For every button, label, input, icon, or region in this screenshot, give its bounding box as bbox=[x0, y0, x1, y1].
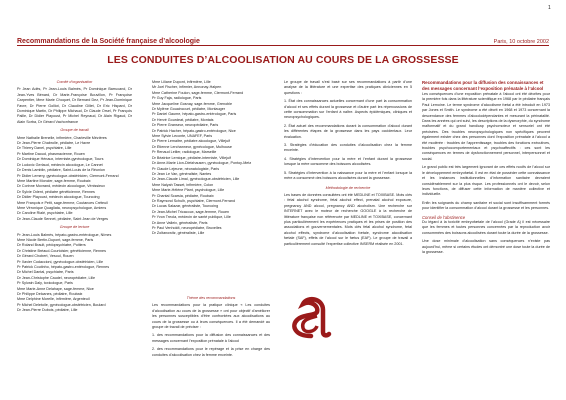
paragraph: 3. Stratégies d’éducation des conduites d’alcoolisation chez la femme enceinte. bbox=[284, 143, 412, 153]
paragraph: Enfin les soignants du champ sanitaire et social sont insuffisamment formés pour identifier la consommation d’alcool durant la grossesse et les personnes. bbox=[422, 200, 550, 211]
paragraph: Du légard à la toxicité embryofœtale de l’alcool (Grade A) il est nécessaire que les femmes et toutes personnes concernées par la reproduction avoir consommées des boissons alcoolisées durant toute la durée de la grossesse. bbox=[422, 219, 550, 235]
member-entry: Dr Raymond Schulh, psychiatre, Clermont-Ferrand bbox=[152, 198, 235, 203]
member-entry: Dr Zoltanowitz, généraliste, Lille bbox=[152, 231, 205, 236]
member-entry: Dr Étienne Lerchanneur, gynécologue, Mulhouse bbox=[152, 144, 232, 149]
theme-text bbox=[152, 303, 270, 358]
member-entry: Dr Béatrice Lemique, pédiatre-interniste, Villejuif bbox=[152, 155, 231, 160]
member-entry: Dr Jean-Claude Limal, gynécologue-obstétricien, Lille bbox=[152, 177, 240, 182]
member-entry: Dr Pierre Lemaitre, pédiatre alcoologue, Villejuif bbox=[152, 139, 231, 144]
member-entry: Dr Sylvie Odent, pédiatre généticienne, Rennes bbox=[17, 189, 95, 194]
member-entry: Mme Marie-Anne Delahaye, sage-femme, Nice bbox=[17, 286, 94, 291]
member-entry: Pr Renaud Leilier, radiologue, Marseille bbox=[152, 150, 217, 155]
paragraph: Les conséquences d’une exposition prénatale à l’alcool ont été décrites pour la première fois dans la littérature scientifique en 1968 par le pédiatre français Paul Lemoine. Le terme syndrome d’alcoolisme fœtal a été introduit en 1973 par Jones et Smith. Le syndrome a été décrit en 1968 et 1973 concernant la descendance des femmes d’alcoolodépendantes et mesurant la périnatalité. Dans les années qui ont suivi, les descriptions de la dysmorphie, du syndrome malformatif et du grand handicap psychomoteur et sensoriel ont été précisées. Des troubles neuropsychologiques non spécifiques peuvent également exister chez des personnes dont l’exposition prénatale à l’alcool a été modérée : troubles de l’apprentissage, troubles des fonctions exécutives, troubles psychocomportementaux et psychoaffectifs : ces sont les conséquences en termes de dysfonctionnement personnel, interpersonnel et social. bbox=[422, 92, 550, 161]
paragraph: 4. Stratégies d’intervention pour la mère et l’enfant durant la grossesse lorsque la mère consomme des boissons alcoolisées. bbox=[284, 156, 412, 167]
member-entry: Dr Anne-Marie Lion-Dietzhausen, gynécologue, Pontoy-Metz bbox=[152, 161, 252, 166]
member-entry: Pr Didier Lemery, gynécologue-obstétricien, Clermont-Ferrand bbox=[17, 173, 119, 178]
header-date: Paris, 10 octobre 2002 bbox=[493, 39, 549, 45]
paragraph: 2. des recommandations pour le repérage et la prise en charge des conduites d’alcoolisation chez la femme enceinte. bbox=[152, 347, 270, 357]
member-entry: Dr Jean-Pierre Dubois, pédiatre, Lille bbox=[17, 308, 78, 313]
member-entry: Pr Claude Lejeune, néonatologiste, Paris bbox=[152, 166, 220, 171]
paragraph: Une dose minimale d’alcoolisation sans conséquences n’existe pas aujourd’hui, même si certains études ont démontré une dose toute la durée de la grossesse. bbox=[422, 239, 550, 254]
member-entry: Pr Sylvain Daly, toxicologue, Paris bbox=[17, 281, 73, 286]
member-entry: Dr Jean-Christophe Caudel, neuropédiatre, Lille bbox=[17, 275, 96, 280]
member-entry: Pr Yvon Treola, médecin de santé publique, Lille bbox=[152, 215, 231, 220]
member-entry: Dr Mylène Gouaincourt, pédiatre, Montauger bbox=[152, 107, 225, 112]
theme-section bbox=[152, 296, 270, 361]
member-entry: Dr Pierre Granseur, neuropédiatre, Paris bbox=[152, 123, 219, 128]
organisation-heading: Comité d’organisation bbox=[56, 80, 93, 84]
questions-list bbox=[284, 80, 412, 182]
paragraph: 1. État des connaissances actuelles concernant d’une part la consommation d’alcool et ses effets durant la grossesse et d’autre part les répercussions de cette consommation sur l’enfant à naître. Aspects épidémiques, cliniques et neuropsychologiques. bbox=[284, 99, 412, 120]
member-entry: Dr Thierry Danel, psychiatre, Lille bbox=[17, 146, 72, 151]
column-committees bbox=[17, 80, 132, 314]
member-entry: Dr Jean-Pierre Chabrolle, pédiatre, Le Havre bbox=[17, 141, 91, 146]
member-entry: Pr Michel Deletoile, gynécologue-obstétricien, Boulard bbox=[17, 302, 106, 307]
member-entry: Dr Jean-Michel Tricacoux, sage-femme, Rouen bbox=[152, 209, 230, 214]
travail-heading: Groupe de travail bbox=[60, 128, 89, 133]
member-entry: Dr Caroline Rialé, psychiatre, Lille bbox=[17, 211, 73, 216]
member-entry: Dr Ludovic Gerlaud, médecin alcoologue, Le Cannet bbox=[17, 162, 103, 167]
recommendations-heading: Recommandations pour la diffusion des connaissances et des messages concernant l’exposition prénatale à l’alcool bbox=[422, 80, 544, 91]
paragraph: Le groupe de travail s’est basé sur ses recommandations à partir d’une analyse de la littérature et une expertise des pratiques cliniciennes en 5 questions : bbox=[284, 80, 412, 95]
member-entry: Dr Dominique Hénaux, interniste-gynécologue, Tours bbox=[17, 157, 104, 162]
lecture-heading: Groupe de lecture bbox=[59, 225, 90, 230]
member-entry: Mme Véronique Quagliata, neuropsychologue, Amiens bbox=[17, 205, 107, 210]
lecture-list-continued bbox=[152, 80, 270, 237]
member-entry: Mme Catherine Foulon, sage-femme, Clermont-Ferrand bbox=[152, 90, 244, 95]
member-entry: Pr Guy Faja, radiologue, Paris bbox=[152, 96, 202, 101]
member-entry: Mme Nathalie Brenelle, infirmière, Charleville Mézières bbox=[17, 135, 107, 140]
member-entry: Pr Patrick Coutinho, hépato-gastro-entérologue, Rennes bbox=[17, 265, 110, 269]
member-entry: Mme Marie-Hélène Plant, psychologue, Lille bbox=[152, 188, 225, 193]
paragraph: 5. Stratégies d’intervention à la naissance pour la mère et l’enfant lorsque la mère a consommé des boissons alcoolisées durant la grossesse. bbox=[284, 170, 412, 181]
member-entry: Pr Xavier Codaccioni, gynécologue-obstétricien, Lille bbox=[17, 259, 104, 264]
member-entry: Pr Martine Daoud, phasmacienne, Rouen bbox=[17, 151, 85, 156]
member-entry: Dr Hervé Gourdeat, pédiatre, Montais bbox=[152, 117, 214, 122]
recommendations-text bbox=[422, 92, 550, 212]
member-entry: Mme Nalyah Tasset, infirmière, Colon bbox=[152, 182, 214, 187]
conseil-text bbox=[422, 220, 550, 255]
sfa-logo bbox=[281, 292, 335, 340]
lecture-list bbox=[17, 233, 132, 314]
page-number: 1 bbox=[548, 5, 551, 11]
member-entry: Dr Michel Dantal, psychiatre, Paris bbox=[17, 270, 74, 275]
theme-heading: Thème des recommandations bbox=[186, 296, 236, 300]
member-entry: Dr Denis Lamblin, pédiatre, Saint-Louis de la Réunion bbox=[17, 168, 105, 173]
paragraph: Les recommandations pour la pratique clinique « Les conduites d’alcoolisation au cours de la grossesse » ont pour objectif d’améliorer les personnes susceptibles d’être confrontées aux alcoolisations au cours de la grossesse ou à leurs conséquences. Il a été demandé au groupe de travail de préciser : bbox=[152, 303, 270, 330]
member-entry: Dr Christine Bréaud-Courtoisier, généticienne, Rennes bbox=[17, 248, 106, 253]
member-entry: Dr Didier Playoust, médecin alcoologue, Tourcoing bbox=[17, 195, 100, 200]
member-entry: Mme Nicole Bertin-Dupont, sage-femme, Paris bbox=[17, 237, 94, 242]
member-entry: Dr Roland Brault, pédopsychiatre, Poitiers bbox=[17, 243, 86, 248]
member-entry: Mme François e Petit, sage-femme, Coutances Créteuil bbox=[17, 200, 108, 205]
paragraph: 2. État actuel des recommandations durant la consommation d’alcool durant les différentes étapes de la grossesse dans les pays occidentaux. Leur évaluation. bbox=[284, 123, 412, 139]
page-header bbox=[17, 37, 549, 46]
member-entry: Dr Patrick Hacher, hépato-gastro-entérologue, Nice bbox=[152, 128, 236, 133]
member-entry: Dr Gérard Chobert, Vesoul, Rouen bbox=[17, 254, 74, 259]
member-entry: Pr Paul Venholdt, neuropédiatre, Bruxelles bbox=[152, 225, 222, 230]
column-recommendations bbox=[422, 80, 550, 258]
member-entry: Mme Delphine Morelle, infirmière, Argenteuil bbox=[17, 297, 90, 302]
method-text: Les bases de données consultées ont été MEDLINE et TOXIBASE. Mots clés : fetal alcohol syndrome, fetal alcohol effect, prenatal alcohol exposure, pregnancy AND alcool, pregnancy AND alcoholism. Une recherche sur INTERNET avec le moteur de recherche GOOGLE à la recherche de littérature française non référencée par MEDLINE et TOXIBASE, concernant plus particulièrement les expériences pratiques et les prises de position des associations et gouvernementales. Mots clés fetal alcohol syndrome, fetal alcohol effects, syndrome d’alcoolisation fœtale, syndrome alcoolisation fœtale (SAF), effets de l’alcool sur le fœtus (EAF). Le groupe de travail a particulièrement consulté l’expertise collective INSERM réalisée en 2001. bbox=[284, 192, 412, 246]
member-entry: Dr Jean Le Van, généraliste, Nantes bbox=[152, 171, 212, 176]
member-entry: Pr Jean-Louis Balmès, hépato-gastro-entérologue, Nîmes bbox=[17, 232, 112, 237]
member-entry: Pr Daniel Gaume, hépato-gastro-entérologue, Paris bbox=[152, 112, 237, 117]
paragraph: 1. des recommandations pour la diffusion des connaissances et des messages concernant l’exposition prénatale à l’alcool bbox=[152, 333, 270, 343]
conseil-heading: Conseil de l’abstinence bbox=[422, 214, 466, 220]
member-entry: Dr Philippe Delcanes, pédiatre, Roubaix bbox=[17, 292, 83, 297]
member-entry: Dr Corinne Movrand, médecin alcoologue, Vénissieux bbox=[17, 184, 105, 189]
column-lecture-continued bbox=[152, 80, 270, 237]
member-entry: Mme Sylvie Leconte, UNAFEF, Paris bbox=[152, 134, 213, 139]
member-entry: Mr Joel Fischer, infirmier, Annonay-Halpen bbox=[152, 85, 222, 90]
member-entry: Mme Jacqueline Gosnay, sage-femme, Grenoble bbox=[152, 101, 233, 106]
method-heading: Méthodologie de recherche bbox=[325, 185, 371, 190]
travail-list bbox=[17, 136, 132, 223]
member-entry: Mme Martine Moncler, sage-femme, Roubaix bbox=[17, 178, 91, 183]
member-entry: Dr Jean-Claude Sennet, pédiatre, Saint Jean de Verges bbox=[17, 216, 109, 221]
member-entry: Mme Liliane Dupont, infirmière, Lille bbox=[152, 80, 211, 84]
member-entry: Pr Chantal Scarsia, pédiatre, Roubaix bbox=[152, 193, 214, 198]
paragraph: Le grand public est très largement ignorant de ces effets nocifs de l’alcool sur le développement embryofœtal. Il est en état de posséder cette connaissance et les instances institutionnelles d’information sanitaire devraient considérablement sur la plus risque. Les professionnels ont le devoir, selon leurs fonctions, de diffuser cette information de manière collective et individuelle. bbox=[422, 165, 550, 197]
member-entry: Dr Lucas Salazar, généraliste, Tourcoing bbox=[152, 204, 219, 209]
organisation-members: Pr Jean Adès, Pr Jean-Louis Balmès, Pr Dominique Barrucand, Dr Jean-Yves Bénard, Dr Marie-Françoise Bouvillon, Pr Françoise Carpentier, Mme Marie Choquet, Dr Bernard Dez, Pr Jean-Dominique Favre, Dr Pierre Golliot, Dr Claudine Gillet, Dr Eric Hispard, Dr Dominique Martin, Dr Philippe Michaud, Dr Claude Orsel, Pr François Paille, Dr Didier Playoust, Pr Michel Reynaud, Dr Alain Rigaud, Dr Alain Sorba, Dr Gérard Vachonfrance bbox=[17, 87, 132, 124]
column-method bbox=[284, 80, 412, 250]
header-society-title: Recommandations de la Société française d’alcoologie bbox=[17, 38, 200, 45]
member-entry: Dr Anne Valleix, généraliste, Paris bbox=[152, 220, 208, 225]
document-title: LES CONDUITES D’ALCOOLISATION AU COURS DE LA GROSSESSE bbox=[107, 54, 459, 66]
